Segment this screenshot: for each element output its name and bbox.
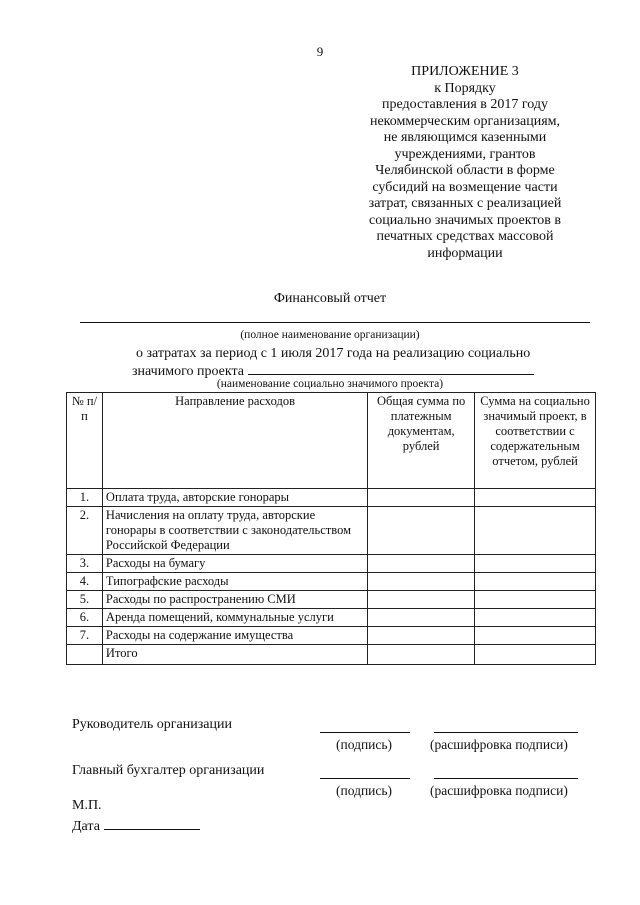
project-name-field[interactable] — [248, 362, 534, 375]
project-amount-cell[interactable] — [475, 645, 596, 665]
row-number: 1. — [67, 489, 103, 507]
appendix-line: информации — [427, 245, 503, 261]
appendix-line: социально значимых проектов в — [368, 212, 562, 228]
total-amount-cell[interactable] — [368, 573, 475, 591]
signature-caption: (подпись) — [336, 737, 393, 752]
table-row — [67, 591, 596, 609]
expense-table — [66, 392, 596, 665]
decoding-caption: (расшифровка подписи) — [430, 783, 568, 798]
row-number — [67, 645, 103, 665]
table-row — [67, 573, 596, 591]
row-label: Аренда помещений, коммунальные услуги — [102, 609, 367, 627]
appendix-line: учреждениями, грантов — [394, 146, 536, 162]
appendix-line: затрат, связанных с реализацией — [368, 196, 562, 211]
accountant-signature-field[interactable] — [320, 778, 410, 779]
organization-name-field[interactable] — [80, 322, 590, 323]
table-row — [67, 555, 596, 573]
header-number: № п/п — [67, 393, 103, 489]
header-total-amount: Общая сумма по платежным документам, рублей — [368, 393, 475, 489]
table-row — [67, 627, 596, 645]
project-amount-cell[interactable] — [475, 555, 596, 573]
table-row — [67, 507, 596, 555]
period-line-1: о затратах за период с 1 июля 2017 года на реализацию социально — [136, 346, 531, 361]
table-header-row — [67, 393, 596, 489]
total-amount-cell[interactable] — [368, 507, 475, 555]
organization-name-caption: (полное наименование организации) — [240, 329, 420, 341]
appendix-line: печатных средствах массовой — [376, 229, 554, 244]
date-label: Дата — [72, 819, 100, 834]
row-number: 4. — [67, 573, 103, 591]
decoding-caption: (расшифровка подписи) — [430, 737, 568, 752]
appendix-line: субсидий на возмещение части — [372, 179, 558, 195]
row-number: 5. — [67, 591, 103, 609]
project-amount-cell[interactable] — [475, 489, 596, 507]
total-amount-cell[interactable] — [368, 555, 475, 573]
row-label: Расходы по распространению СМИ — [102, 591, 367, 609]
project-name-caption: (наименование социально значимого проекта) — [216, 378, 444, 390]
row-number: 3. — [67, 555, 103, 573]
project-label: значимого проекта — [132, 364, 244, 379]
total-amount-cell[interactable] — [368, 627, 475, 645]
total-amount-cell[interactable] — [368, 591, 475, 609]
appendix-line: к Порядку — [434, 80, 496, 96]
table-row — [67, 489, 596, 507]
project-amount-cell[interactable] — [475, 627, 596, 645]
document-title: Финансовый отчет — [273, 291, 387, 306]
project-amount-cell[interactable] — [475, 507, 596, 555]
appendix-header — [330, 64, 600, 262]
accountant-decoding-field[interactable] — [434, 778, 578, 779]
stamp-label: М.П. — [72, 798, 102, 813]
date-block — [72, 817, 200, 835]
header-expense-direction: Направление расходов — [102, 393, 367, 489]
date-field[interactable] — [104, 817, 200, 830]
row-label: Типографские расходы — [102, 573, 367, 591]
accountant-label: Главный бухгалтер организации — [72, 763, 265, 778]
report-period-text — [100, 345, 600, 380]
project-amount-cell[interactable] — [475, 573, 596, 591]
page-number: 9 — [316, 44, 324, 59]
table-row — [67, 609, 596, 627]
total-amount-cell[interactable] — [368, 609, 475, 627]
appendix-line: предоставления в 2017 году — [382, 97, 548, 112]
row-label: Итого — [102, 645, 367, 665]
head-label: Руководитель организации — [72, 717, 232, 732]
row-number: 7. — [67, 627, 103, 645]
row-label: Расходы на содержание имущества — [102, 627, 367, 645]
row-label: Расходы на бумагу — [102, 555, 367, 573]
signature-caption: (подпись) — [336, 783, 393, 798]
appendix-line: некоммерческим организациям, — [369, 113, 561, 129]
head-signature-field[interactable] — [320, 732, 410, 733]
table-row-total — [67, 645, 596, 665]
row-number: 2. — [67, 507, 103, 555]
header-project-amount: Сумма на социально значимый проект, в соответствии с содержательным отчетом, рублей — [475, 393, 596, 489]
total-amount-cell[interactable] — [368, 645, 475, 665]
row-label: Начисления на оплату труда, авторские гонорары в соответствии с законодательством Российской Федерации — [102, 507, 367, 555]
appendix-line: не являющимся казенными — [383, 130, 547, 145]
project-amount-cell[interactable] — [475, 591, 596, 609]
project-amount-cell[interactable] — [475, 609, 596, 627]
row-number: 6. — [67, 609, 103, 627]
head-decoding-field[interactable] — [434, 732, 578, 733]
appendix-line: ПРИЛОЖЕНИЕ 3 — [411, 64, 519, 79]
row-label: Оплата труда, авторские гонорары — [102, 489, 367, 507]
appendix-line: Челябинской области в форме — [375, 163, 555, 178]
total-amount-cell[interactable] — [368, 489, 475, 507]
